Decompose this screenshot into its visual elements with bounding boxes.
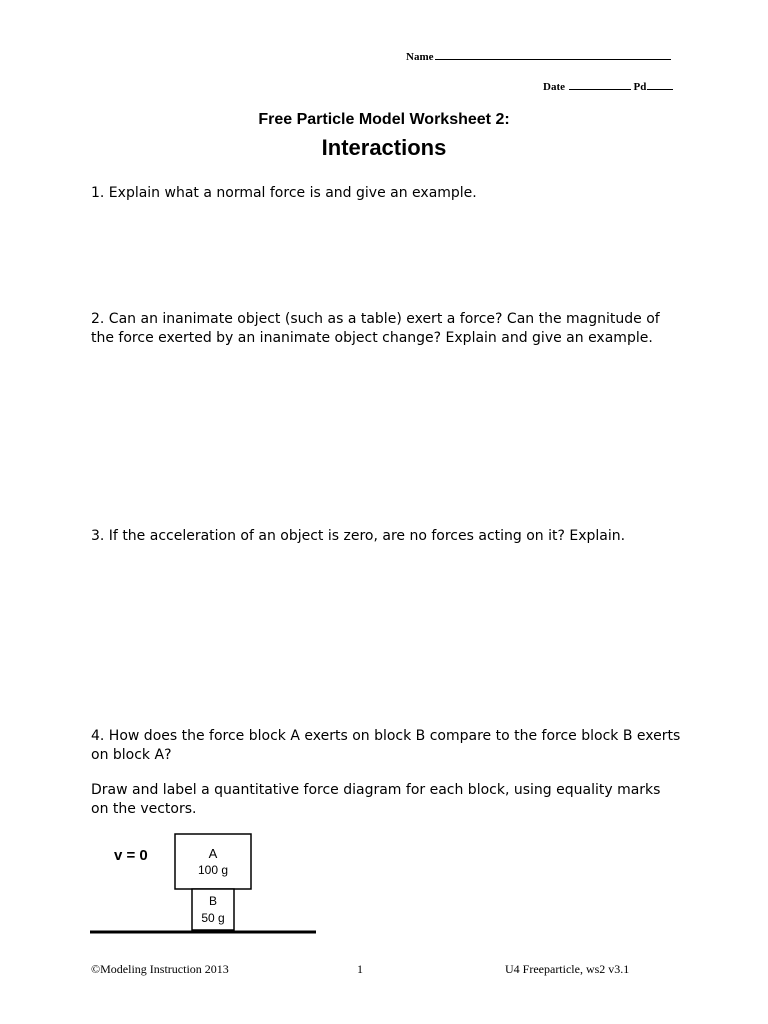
block-a-letter: A bbox=[208, 846, 218, 861]
date-pd-field[interactable] bbox=[543, 78, 673, 93]
block-a-mass: 100 g bbox=[197, 863, 229, 877]
question-2: 2. Can an inanimate object (such as a table) exert a force? Can the magnitude of the force exerted by an inanimate object change? Explain and give an example. bbox=[91, 311, 660, 346]
date-blank[interactable] bbox=[569, 78, 631, 90]
pd-blank[interactable] bbox=[647, 78, 673, 90]
block-b-letter: B bbox=[208, 894, 218, 908]
block-a-box bbox=[175, 834, 251, 889]
worksheet-title: Free Particle Model Worksheet 2: bbox=[258, 111, 510, 128]
block-b-mass: 50 g bbox=[201, 911, 225, 925]
worksheet-subtitle: Interactions bbox=[321, 135, 447, 160]
name-blank[interactable] bbox=[435, 48, 671, 60]
question-4-instruction: Draw and label a quantitative force diagram for each block, using equality marks on the vectors. bbox=[91, 782, 661, 817]
question-3: 3. If the acceleration of an object is zero, are no forces acting on it? Explain. bbox=[91, 528, 626, 544]
footer-document-id: U4 Freeparticle, ws2 v3.1 bbox=[505, 962, 630, 976]
question-1: 1. Explain what a normal force is and give an example. bbox=[91, 185, 477, 201]
name-label: Name bbox=[406, 51, 434, 63]
velocity-label: v = 0 bbox=[114, 847, 148, 864]
pd-label: Pd bbox=[633, 81, 647, 93]
block-a bbox=[175, 834, 251, 889]
block-b bbox=[192, 889, 234, 930]
footer-copyright: ©Modeling Instruction 2013 bbox=[91, 962, 229, 976]
footer-page-number: 1 bbox=[357, 962, 363, 976]
date-label: Date bbox=[543, 81, 565, 93]
name-field[interactable] bbox=[406, 48, 671, 63]
question-4: 4. How does the force block A exerts on block B compare to the force block B exerts on block A? bbox=[91, 728, 681, 763]
blocks-diagram bbox=[88, 828, 328, 938]
